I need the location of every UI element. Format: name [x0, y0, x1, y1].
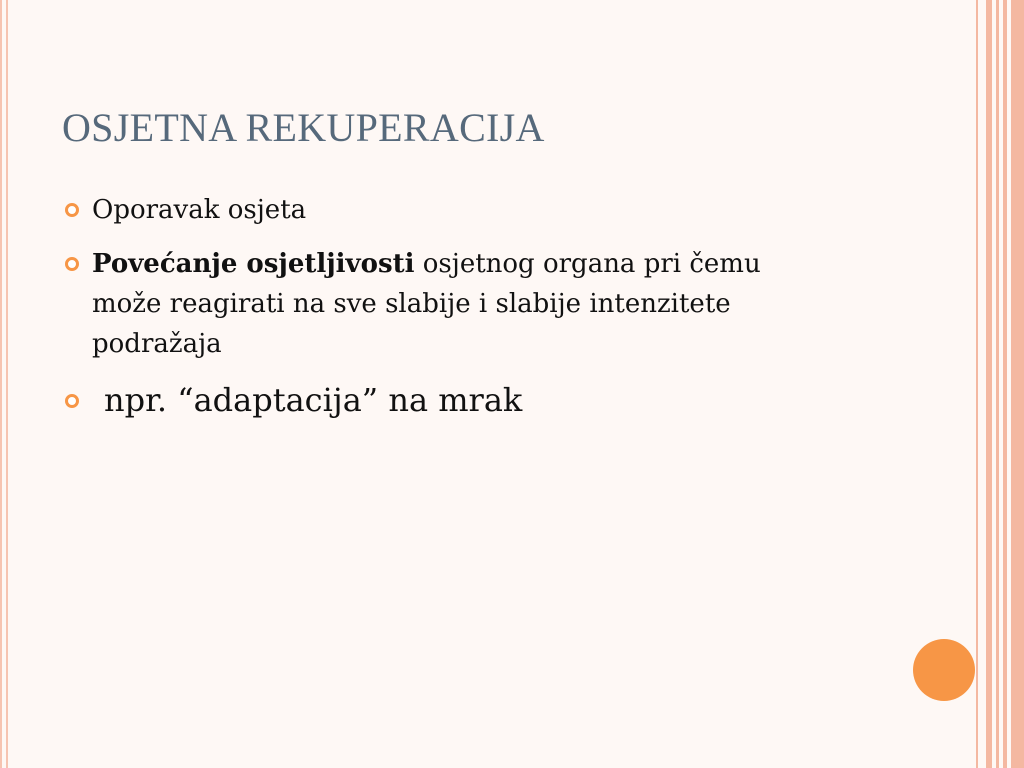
bullet-list — [62, 190, 822, 436]
bullet-ring-icon — [65, 257, 79, 271]
bullet-emphasis: Povećanje osjetljivosti — [92, 249, 415, 279]
slide-title: OSJETNA REKUPERACIJA — [62, 105, 545, 150]
stripe — [986, 0, 992, 768]
bullet-text: Oporavak osjeta — [92, 195, 307, 225]
stripe — [1011, 0, 1024, 768]
stripe — [1003, 0, 1007, 768]
bullet-item — [62, 244, 822, 364]
stripe — [976, 0, 978, 768]
left-border-line-inner — [6, 0, 8, 768]
left-border-line — [0, 0, 2, 768]
bullet-ring-icon — [65, 203, 79, 217]
bullet-text — [92, 249, 761, 359]
bullet-item — [62, 378, 822, 422]
decorative-circle — [913, 639, 975, 701]
bullet-item — [62, 190, 822, 230]
right-decorative-stripes — [976, 0, 1024, 768]
bullet-rest: osjetnog organa pri čemu može reagirati na sve slabije i slabije intenzitete podražaja — [92, 249, 761, 359]
bullet-text: npr. “adaptacija” na mrak — [104, 381, 523, 419]
stripe — [996, 0, 999, 768]
bullet-ring-icon — [65, 394, 79, 408]
